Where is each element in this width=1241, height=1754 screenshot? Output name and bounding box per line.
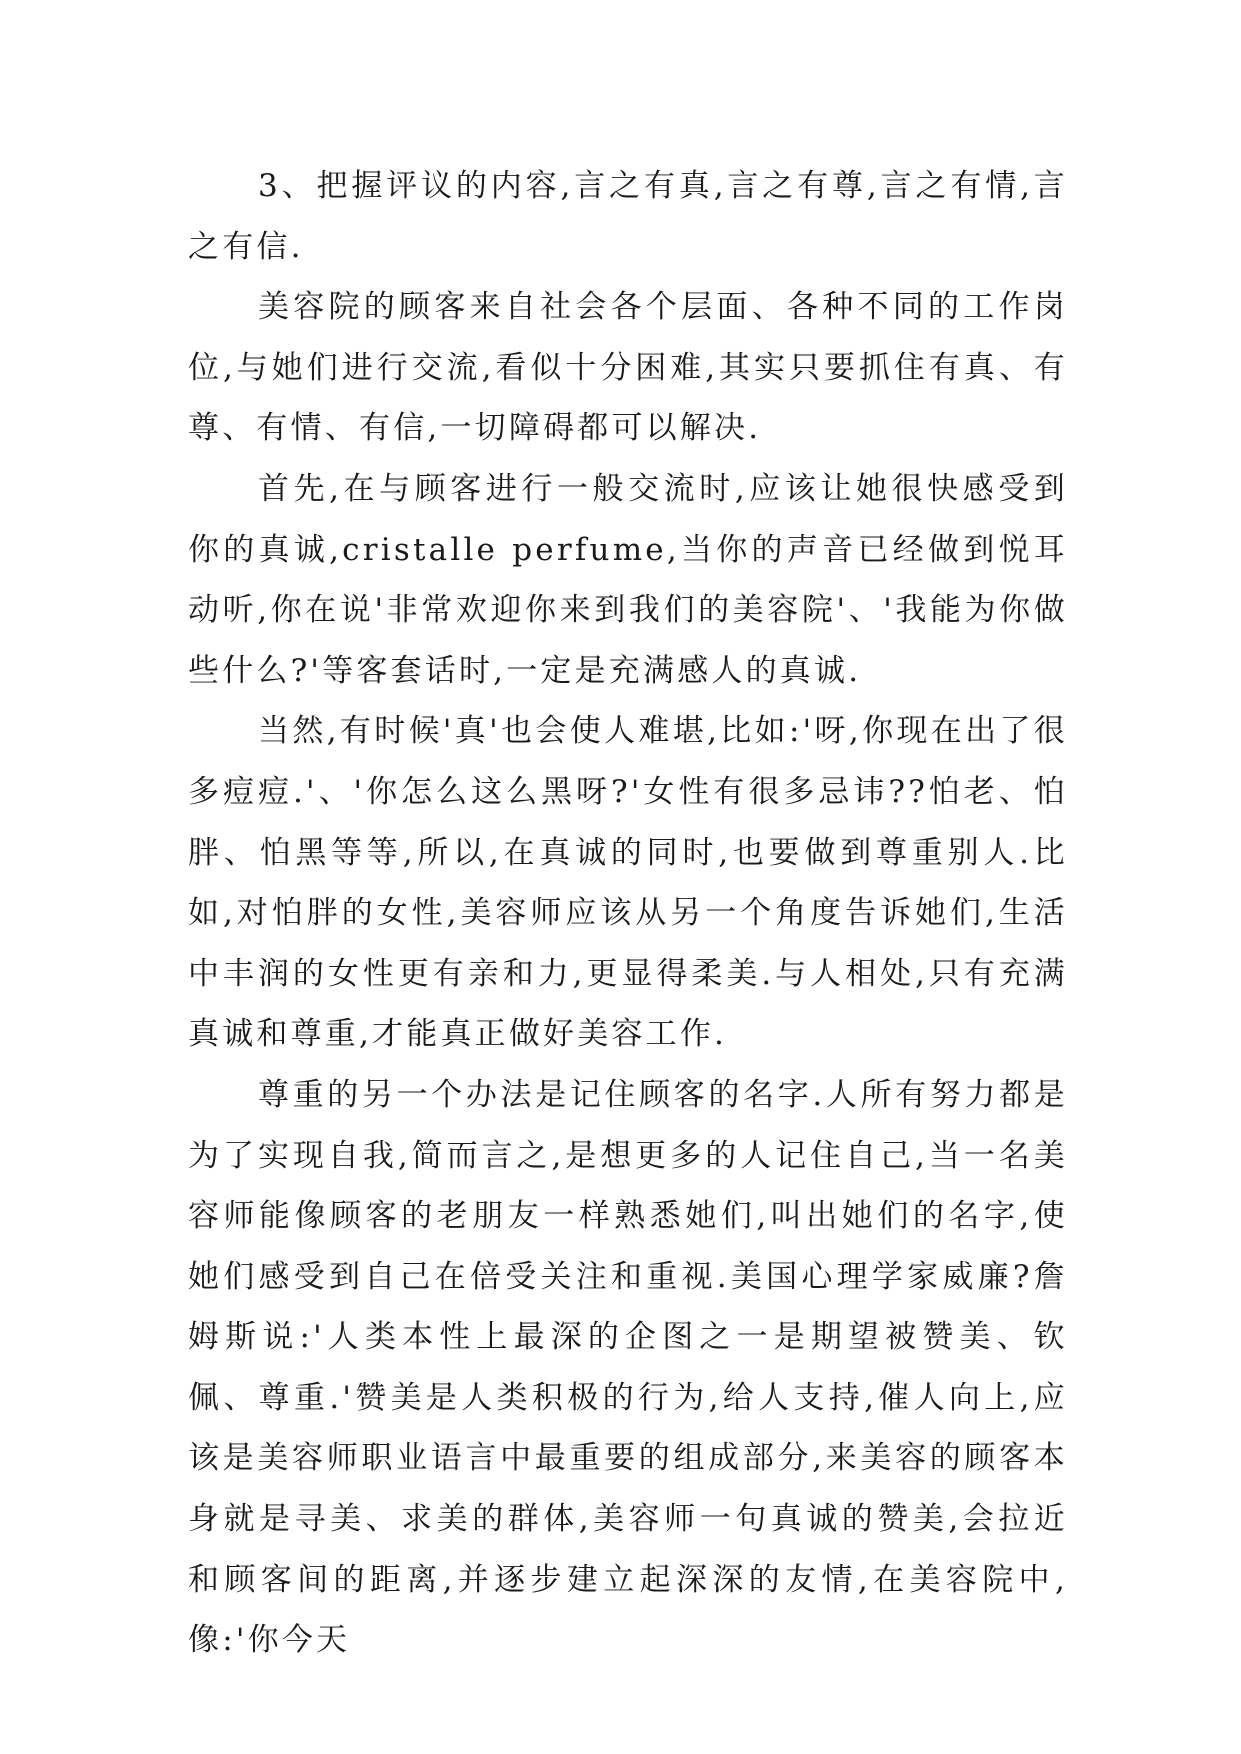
paragraph-principle-heading: 3、把握评议的内容,言之有真,言之有尊,言之有情,言之有信.: [188, 168, 1068, 265]
paragraph-respect: 当然,有时候'真'也会使人难堪,比如:'呀,你现在出了很多痘痘.'、'你怎么这么黑呀?'女性有很多忌讳??怕老、怕胖、怕黑等等,所以,在真诚的同时,也要做到尊重别人.比如,对怕胖的女性,美容师应该从另一个角度告诉她们,生活中丰润的女性更有亲和力,更显得柔美.与人相处,只有充满真诚和尊重,才能真正做好美容工作.: [188, 713, 1068, 1053]
paragraph-remember-names: 尊重的另一个办法是记住顾客的名字.人所有努力都是为了实现自我,简而言之,是想更多的人记住自己,当一名美容师能像顾客的老朋友一样熟悉她们,叫出她们的名字,使她们感受到自己在倍受关注和重视.美国心理学家威廉?詹姆斯说:'人类本性上最深的企图之一是期望被赞美、钦佩、尊重.'赞美是人类积极的行为,给人支持,催人向上,应该是美容师职业语言中最重要的组成部分,来美容的顾客本身就是寻美、求美的群体,美容师一句真诚的赞美,会拉近和顾客间的距离,并逐步建立起深深的友情,在美容院中,像:'你今天: [188, 1076, 1068, 1659]
document-body: [188, 156, 1068, 1671]
paragraph-customer-background: 美容院的顾客来自社会各个层面、各种不同的工作岗位,与她们进行交流,看似十分困难,其实只要抓住有真、有尊、有情、有信,一切障碍都可以解决.: [188, 289, 1068, 447]
paragraph-sincerity: 首先,在与顾客进行一般交流时,应该让她很快感受到你的真诚,cristalle perfume,当你的声音已经做到悦耳动听,你在说'非常欢迎你来到我们的美容院'、'我能为你做些什么?'等客套话时,一定是充满感人的真诚.: [188, 470, 1068, 689]
